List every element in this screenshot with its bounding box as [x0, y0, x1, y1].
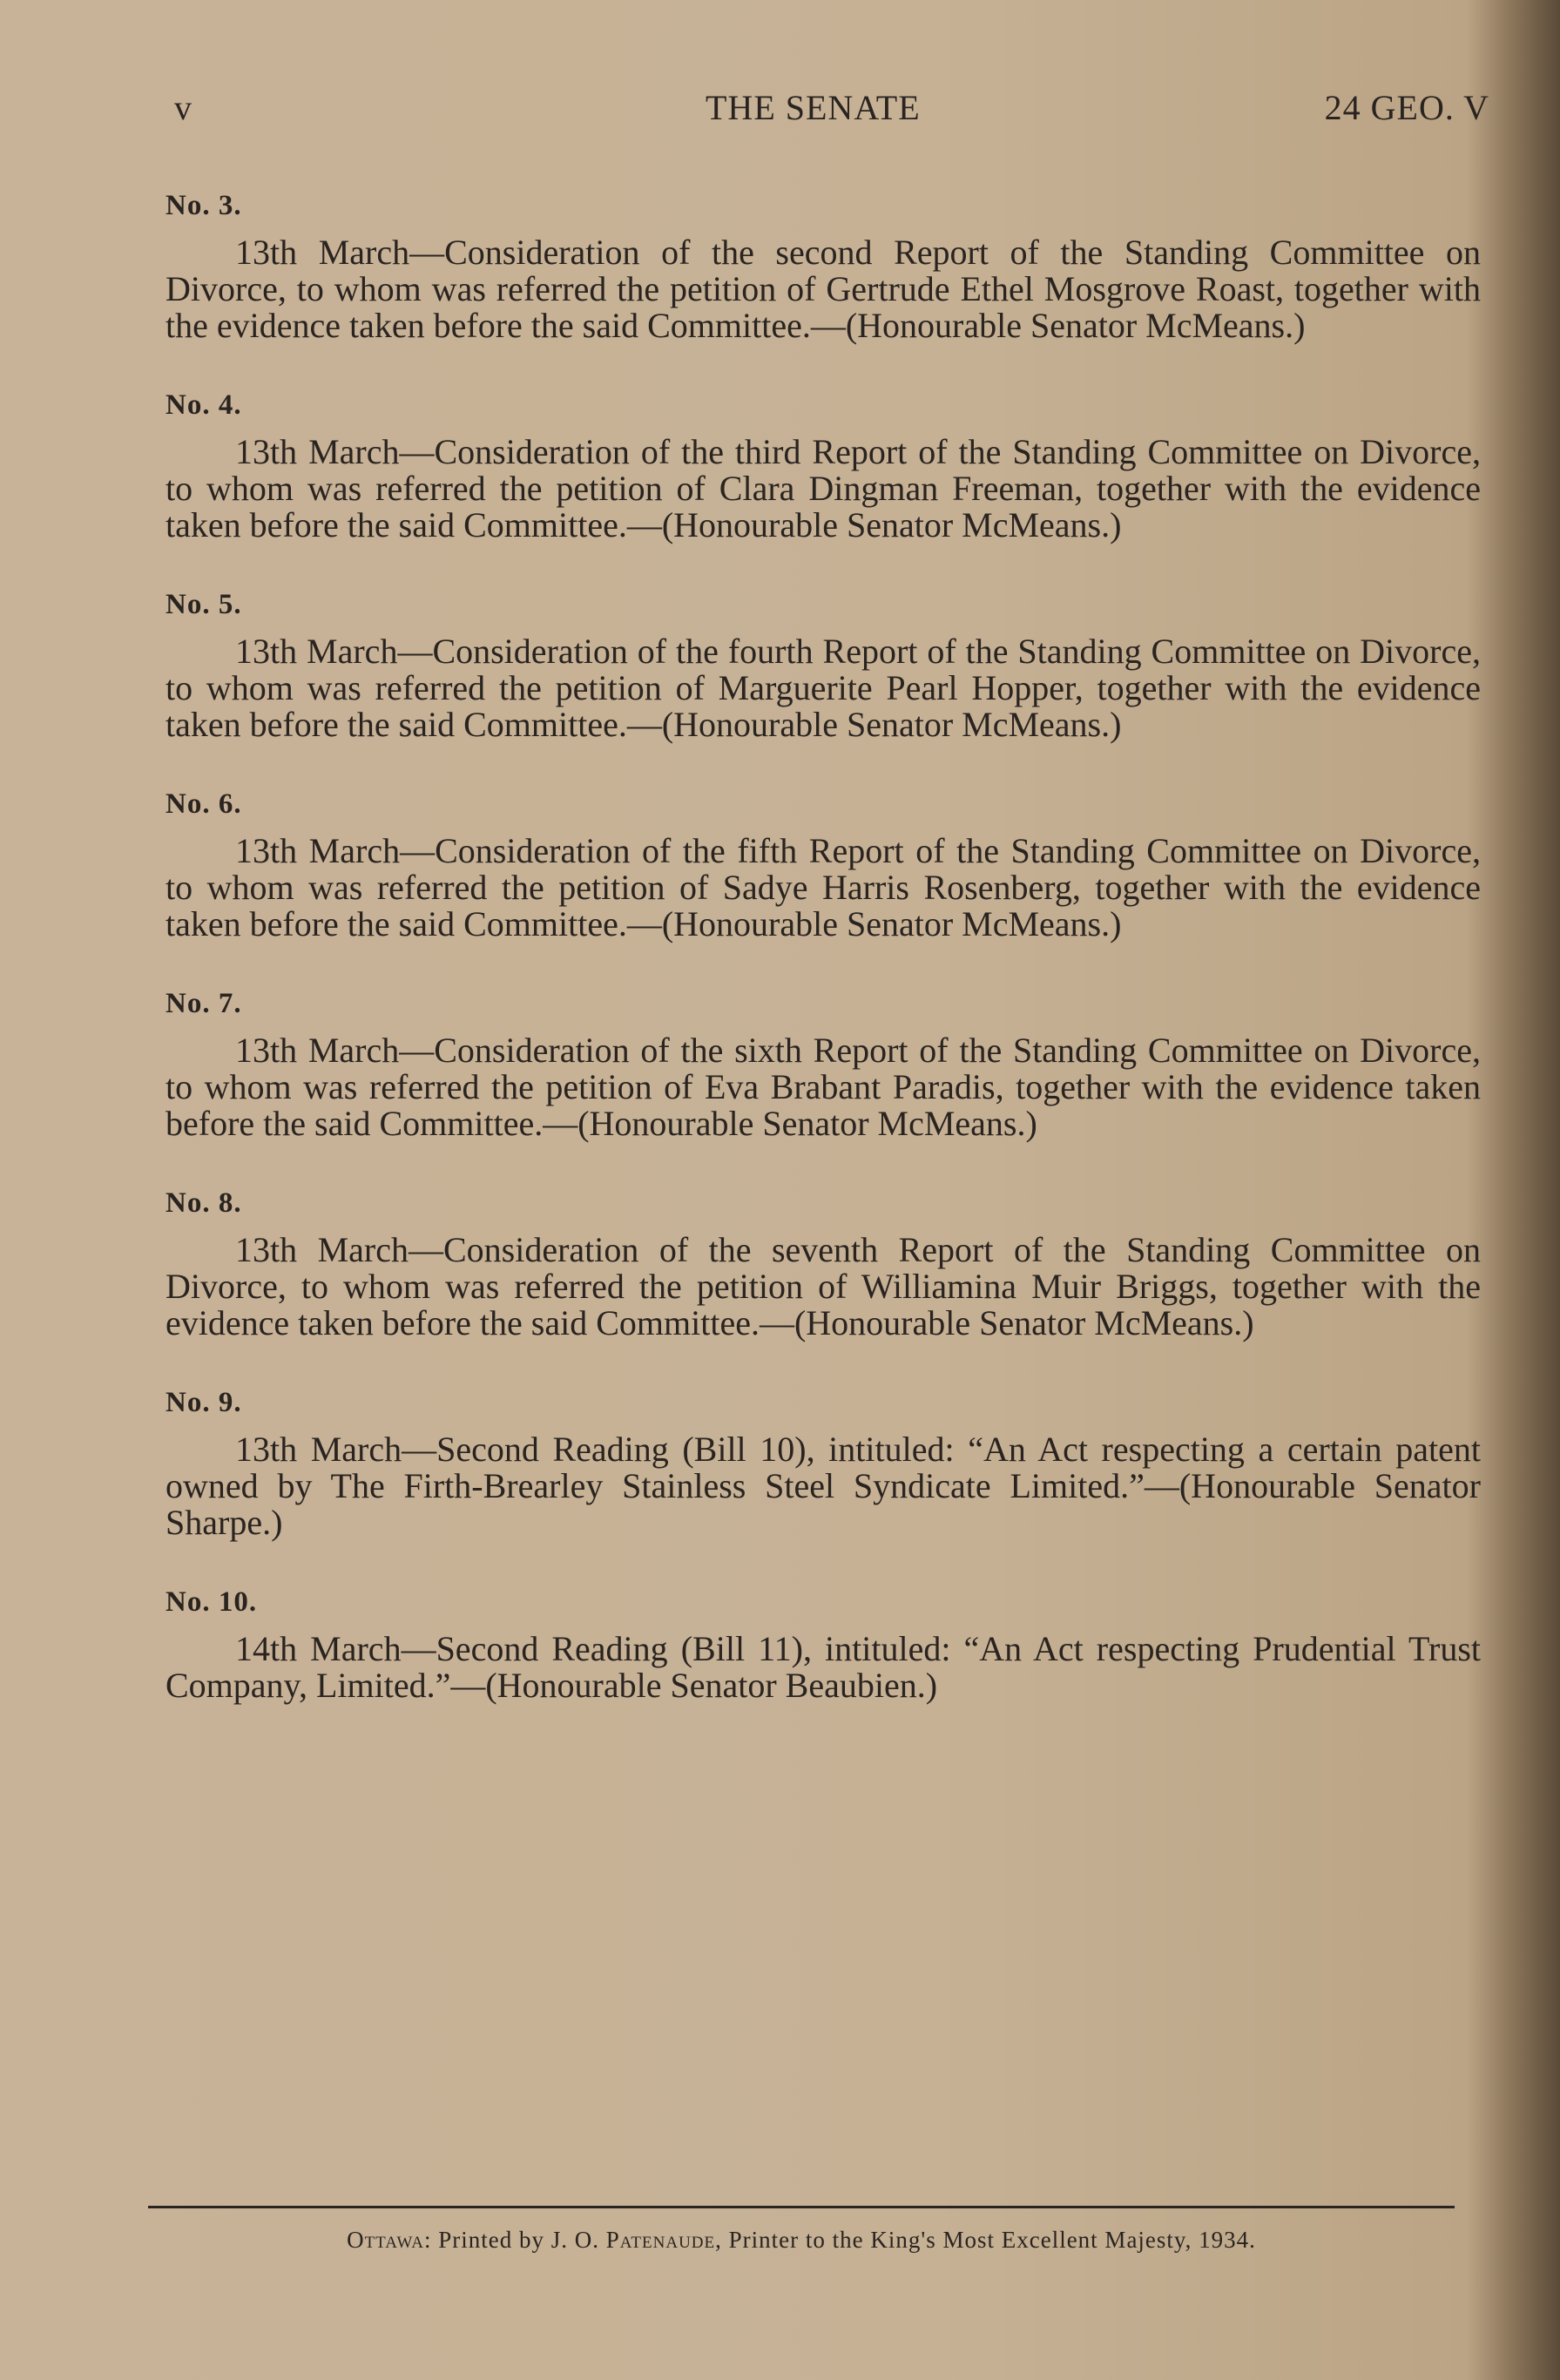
item-text: 13th March—Consideration of the sixth Report of the Standing Committee on Divorce, to whom was referred the petition of Eva Brabant Paradis, together with the evidence taken before the said Committee.—(Honourable Senator McMeans.): [165, 1031, 1481, 1143]
item-text: 13th March—Consideration of the second Report of the Standing Committee on Divorce, to whom was referred the petition of Gertrude Ethel Mosgrove Roast, together with the evidence taken before the said Committee.—(Honourable Senator McMeans.): [165, 233, 1481, 345]
order-item: [165, 389, 1481, 544]
footer-rule: [148, 2206, 1455, 2208]
page-header: [174, 87, 1489, 139]
item-number: No. 3.: [165, 190, 242, 221]
order-item: [165, 1586, 1481, 1704]
item-number: No. 7.: [165, 988, 242, 1019]
item-text: 13th March—Consideration of the seventh Report of the Standing Committee on Divorce, to whom was referred the petition of Williamina Muir Briggs, together with the evidence taken before the said Committee.—(Honourable Senator McMeans.): [165, 1230, 1481, 1342]
imprint-printer-name: Patenaude: [605, 2227, 716, 2253]
running-title: THE SENATE: [706, 88, 921, 127]
order-list: [165, 190, 1481, 1749]
item-number: No. 6.: [165, 788, 242, 820]
order-item: [165, 1187, 1481, 1342]
printer-imprint: [148, 2227, 1455, 2254]
item-text: 14th March—Second Reading (Bill 11), intituled: “An Act respecting Prudential Trust Company, Limited.”—(Honourable Senator Beaubien.): [165, 1629, 1481, 1705]
order-item: [165, 589, 1481, 743]
item-text: 13th March—Second Reading (Bill 10), intituled: “An Act respecting a certain patent owned by The Firth-Brearley Stainless Steel Syndicate Limited.”—(Honourable Senator Sharpe.): [165, 1430, 1481, 1542]
order-item: [165, 788, 1481, 943]
item-number: No. 5.: [165, 589, 242, 620]
order-item: [165, 190, 1481, 344]
item-number: No. 4.: [165, 389, 242, 421]
item-number: No. 8.: [165, 1187, 242, 1219]
item-text: 13th March—Consideration of the fifth Report of the Standing Committee on Divorce, to whom was referred the petition of Sadye Harris Rosenberg, together with the evidence taken before the said Committee.—(Honourable Senator McMeans.): [165, 831, 1481, 943]
imprint-city: Ottawa: [347, 2227, 425, 2253]
order-item: [165, 988, 1481, 1142]
page-numeral: v: [174, 88, 192, 127]
item-text: 13th March—Consideration of the third Report of the Standing Committee on Divorce, to whom was referred the petition of Clara Dingman Freeman, together with the evidence taken before the said Committee.—(Honourable Senator McMeans.): [165, 432, 1481, 544]
imprint-printed-by: : Printed by J. O.: [424, 2227, 606, 2253]
item-number: No. 10.: [165, 1586, 258, 1618]
item-number: No. 9.: [165, 1387, 242, 1418]
session-label: 24 GEO. V: [1324, 88, 1489, 127]
order-item: [165, 1387, 1481, 1541]
imprint-rest: , Printer to the King's Most Excellent Majesty, 1934.: [715, 2227, 1256, 2253]
item-text: 13th March—Consideration of the fourth Report of the Standing Committee on Divorce, to whom was referred the petition of Marguerite Pearl Hopper, together with the evidence taken before the said Committee.—(Honourable Senator McMeans.): [165, 632, 1481, 744]
